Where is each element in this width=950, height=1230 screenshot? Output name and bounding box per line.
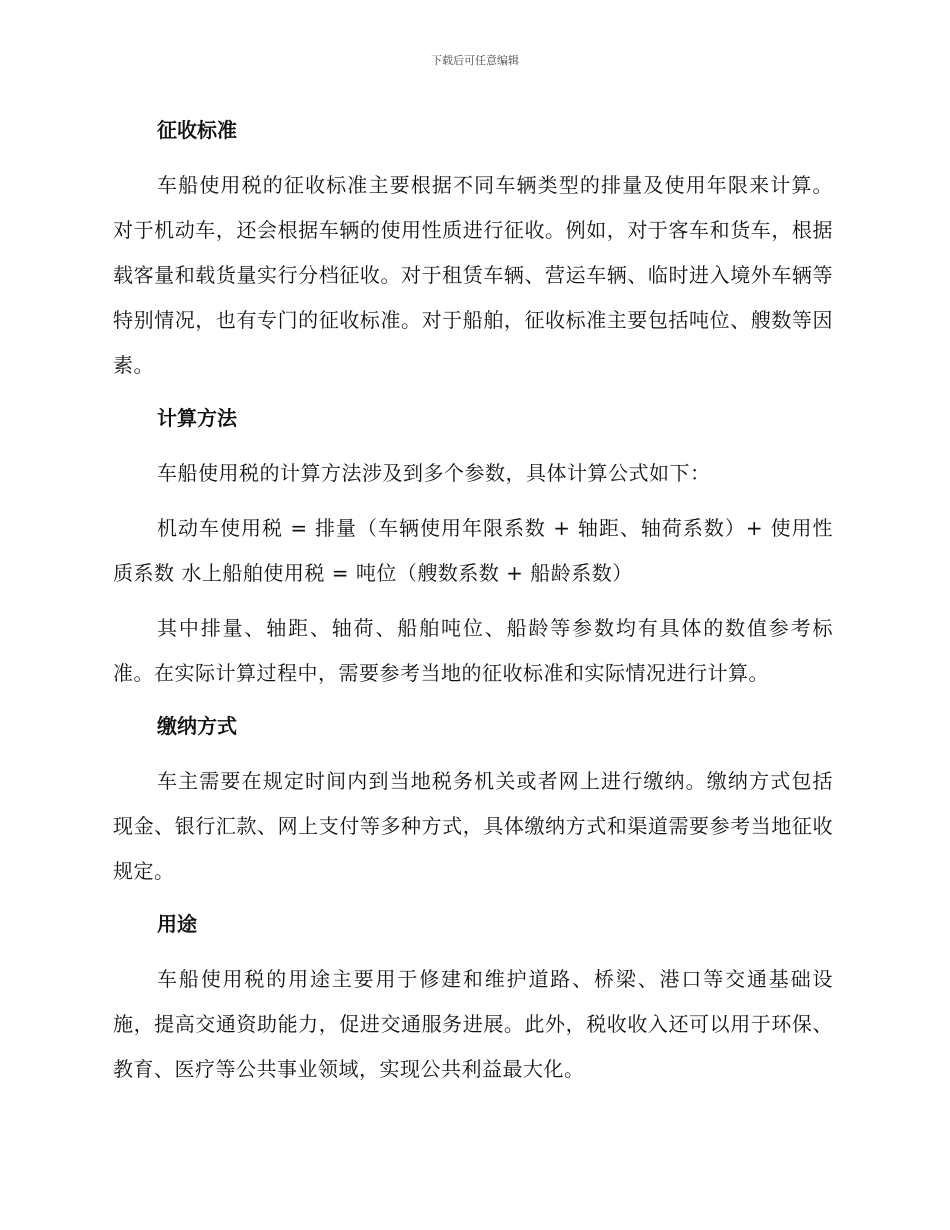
formula-paragraph: 机动车使用税 = 排量（车辆使用年限系数 + 轴距、轴荷系数）+ 使用性质系数 水上船舶使用税 = 吨位（艘数系数 + 船龄系数）: [113, 516, 833, 585]
section-usage: [113, 904, 833, 1092]
section-payment-method: [113, 706, 833, 904]
paragraph: 车船使用税的计算方法涉及到多个参数，具体计算公式如下：: [157, 461, 711, 485]
page-header: 下载后可任意编辑: [431, 54, 519, 67]
paragraph: 车主需要在规定时间内到当地税务机关或者网上进行缴纳。缴纳方式包括现金、银行汇款、网上支付等多种方式，具体缴纳方式和渠道需要参考当地征收规定。: [113, 769, 833, 883]
document-body: [113, 110, 833, 1092]
section-title: 用途: [157, 912, 197, 936]
paragraph: 车船使用税的征收标准主要根据不同车辆类型的排量及使用年限来计算。对于机动车，还会根据车辆的使用性质进行征收。例如，对于客车和货车，根据载客量和载货量实行分档征收。对于租赁车辆、营运车辆、临时进入境外车辆等特别情况，也有专门的征收标准。对于船舶，征收标准主要包括吨位、艘数等因素。: [113, 173, 833, 377]
section-calculation-method: [113, 398, 833, 706]
section-title: 计算方法: [157, 406, 237, 430]
paragraph: 车船使用税的用途主要用于修建和维护道路、桥梁、港口等交通基础设施，提高交通资助能力，促进交通服务进展。此外，税收收入还可以用于环保、教育、医疗等公共事业领域，实现公共利益最大化。: [113, 967, 833, 1081]
section-title: 征收标准: [157, 118, 237, 142]
paragraph: 其中排量、轴距、轴荷、船舶吨位、船龄等参数均有具体的数值参考标准。在实际计算过程中，需要参考当地的征收标准和实际情况进行计算。: [113, 616, 833, 685]
section-collection-standard: [113, 110, 833, 398]
section-title: 缴纳方式: [157, 714, 237, 738]
